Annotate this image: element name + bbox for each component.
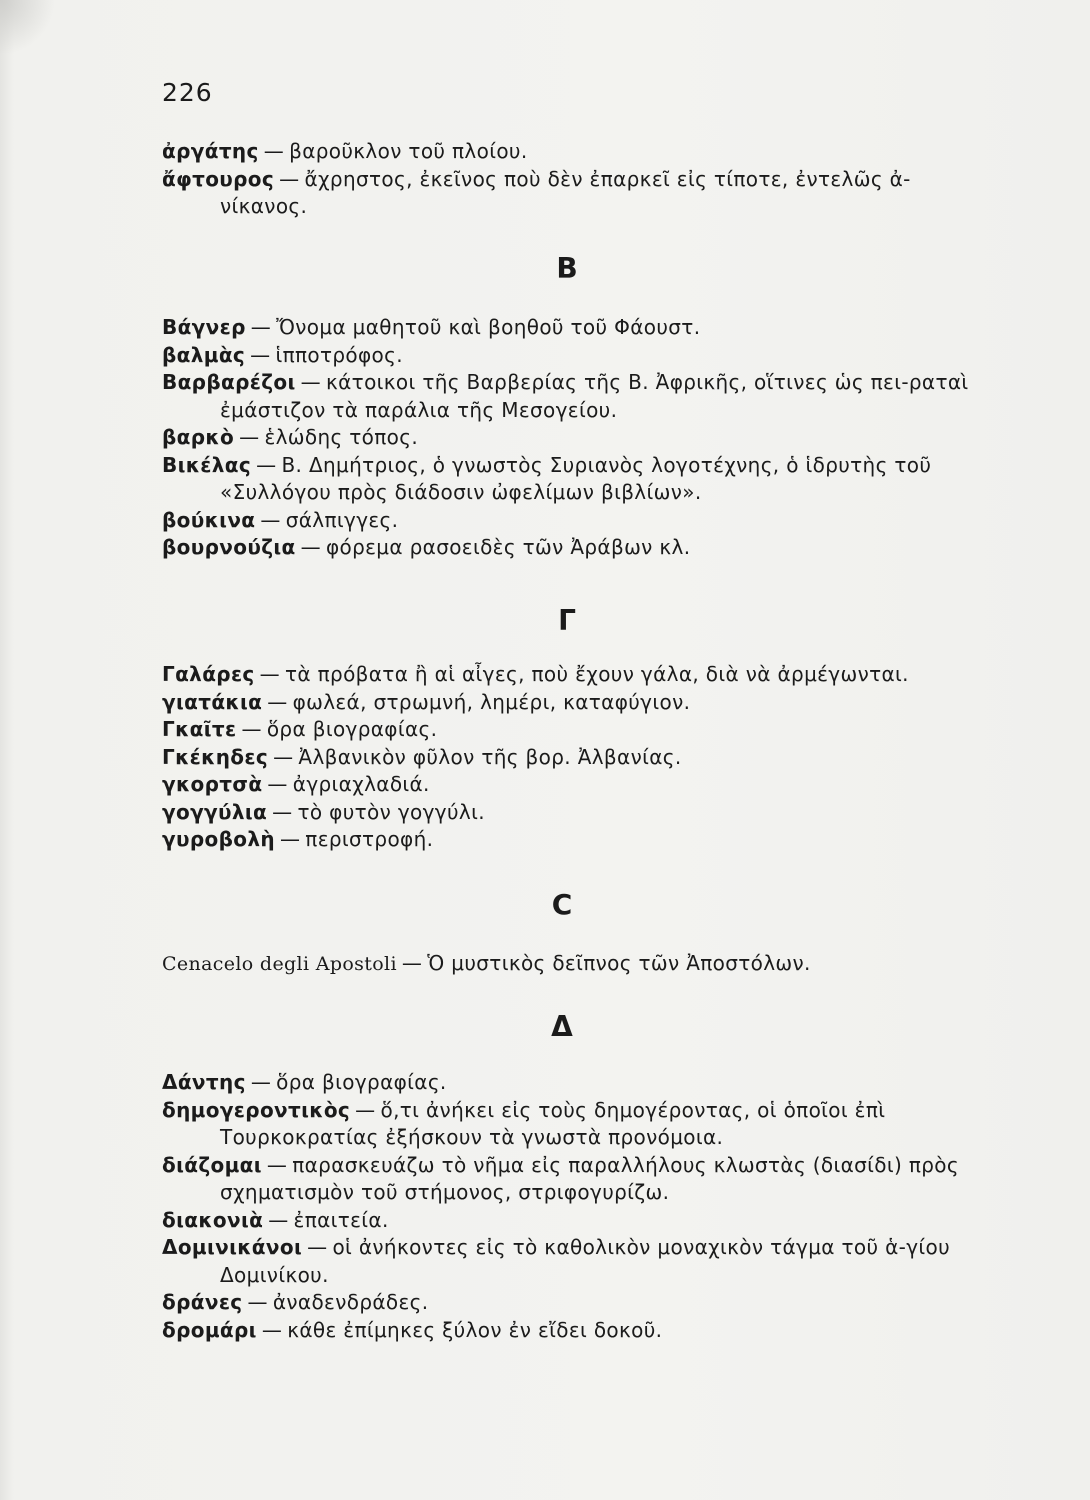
section-letter-delta: Δ [551, 1010, 573, 1043]
entry-definition: ὅρα βιογραφίας. [266, 717, 438, 741]
section-letter-c: C [551, 888, 573, 921]
entry-term: Γαλάρες [162, 662, 255, 686]
entry-term: γιατάκια [162, 689, 263, 714]
entry-term: δρομάρι [162, 1317, 257, 1342]
dictionary-entry [162, 689, 992, 717]
entry-term: βαρκὸ [162, 425, 235, 449]
entry-dash: — [300, 370, 322, 394]
entry-term: Δομινικάνοι [162, 1235, 303, 1259]
entry-term: Δάντης [162, 1070, 246, 1094]
dictionary-entry [162, 369, 992, 424]
entry-term: Βάγνερ [162, 315, 246, 339]
entry-dash: — [256, 452, 277, 477]
entry-dash: — [266, 1152, 288, 1177]
dictionary-entry [162, 342, 992, 370]
entry-dash: — [250, 342, 271, 367]
entry-definition: φωλεά, στρωμνή, λημέρι, καταφύγιον. [292, 689, 691, 714]
page-corner-shadow [0, 0, 60, 60]
section-gamma [162, 661, 992, 854]
dictionary-entry [162, 424, 992, 452]
dictionary-entry [162, 744, 992, 772]
entry-dash: — [355, 1097, 376, 1122]
entry-dash: — [260, 507, 281, 532]
dictionary-entry [162, 166, 992, 221]
dictionary-entry [162, 950, 992, 979]
dictionary-entry [162, 826, 992, 854]
entry-term: βουρνούζια [162, 535, 296, 559]
entry-definition: παρασκευάζω τὸ νῆμα εἰς παραλλήλους κλωστὰς (διασίδι) πρὸς σχηματισμὸν τοῦ στήμονος, στριφογυρίζω. [220, 1152, 959, 1204]
entry-dash: — [272, 799, 293, 824]
dictionary-entry [162, 314, 992, 342]
entry-definition: ἑλώδης τόπος. [264, 425, 419, 449]
entry-dash: — [259, 662, 280, 686]
section-letter-beta: Β [556, 252, 578, 285]
entry-definition: φόρεμα ρασοειδὲς τῶν Ἀράβων κλ. [325, 535, 691, 559]
section-letter-gamma: Γ [558, 604, 576, 637]
dictionary-entry [162, 1069, 992, 1097]
entry-definition: ὅρα βιογραφίας. [276, 1070, 447, 1094]
entry-definition: κάθε ἐπίμηκες ξύλον ἐν εἴδει δοκοῦ. [287, 1317, 663, 1342]
entry-term: ἄφτουρος [162, 166, 275, 191]
entry-term: δημογεροντικὸς [162, 1097, 351, 1122]
entry-dash: — [279, 166, 300, 191]
dictionary-entry [162, 507, 992, 535]
entry-dash: — [273, 744, 294, 769]
entry-dash: — [279, 827, 301, 851]
entry-definition: βαροῦκλον τοῦ πλοίου. [289, 139, 528, 163]
dictionary-entry [162, 799, 992, 827]
dictionary-entry [162, 1152, 992, 1207]
dictionary-entry [162, 1207, 992, 1235]
entry-definition: ἄχρηστος, ἐκεῖνος ποὺ δὲν ἐπαρκεῖ εἰς τίποτε, ἐντελῶς ἀ-νίκανος. [220, 166, 911, 218]
entry-term: Βικέλας [162, 452, 252, 477]
entry-term: βαλμὰς [162, 342, 246, 367]
entry-definition: Β. Δημήτριος, ὁ γνωστὸς Συριανὸς λογοτέχνης, ὁ ἱδρυτὴς τοῦ «Συλλόγου πρὸς διάδοσιν ὠφελίμων βιβλίων». [220, 452, 932, 504]
dictionary-entry [162, 1234, 992, 1289]
entry-term: γκορτσὰ [162, 772, 263, 796]
dictionary-entry [162, 534, 992, 562]
dictionary-entry [162, 1097, 992, 1152]
entry-dash: — [239, 425, 260, 449]
section-alpha-tail [162, 138, 992, 221]
entry-term: Γκαῖτε [162, 717, 237, 741]
dictionary-entry [162, 716, 992, 744]
entry-term: γογγύλια [162, 799, 268, 824]
entry-term: ἀργάτης [162, 139, 259, 163]
entry-term: διακονιὰ [162, 1207, 264, 1232]
section-beta [162, 314, 992, 562]
dictionary-entry [162, 771, 992, 799]
entry-dash: — [247, 1290, 268, 1314]
entry-definition: Ἀλβανικὸν φῦλον τῆς βορ. Ἀλβανίας. [298, 744, 682, 769]
entry-definition: ἐπαιτεία. [293, 1207, 389, 1232]
section-delta [162, 1069, 992, 1344]
entry-term: βούκινα [162, 507, 256, 532]
entry-dash: — [267, 689, 288, 714]
entry-term: δράνες [162, 1290, 243, 1314]
entry-dash: — [250, 1070, 272, 1094]
entry-definition: κάτοικοι τῆς Βαρβερίας τῆς Β. Ἀφρικῆς, οἵτινες ὡς πει-ραταὶ ἐμάστιζον τὰ παράλια τῆς Μεσογείου. [220, 370, 969, 422]
entry-dash: — [241, 717, 262, 741]
entry-dash: — [263, 139, 285, 163]
entry-dash: — [268, 1207, 289, 1232]
entry-definition: τὰ πρόβατα ἢ αἱ αἶγες, ποὺ ἔχουν γάλα, διὰ νὰ ἀρμέγωνται. [285, 662, 909, 686]
entry-definition: οἱ ἀνήκοντες εἰς τὸ καθολικὸν μοναχικὸν τάγμα τοῦ ἁ-γίου Δομινίκου. [220, 1235, 951, 1287]
dictionary-entry [162, 138, 992, 166]
dictionary-entry [162, 1317, 992, 1345]
entry-definition: τὸ φυτὸν γογγύλι. [297, 799, 485, 824]
page-number: 226 [162, 78, 213, 107]
entry-term: Γκέκηδες [162, 744, 269, 769]
dictionary-entry [162, 452, 992, 507]
entry-definition: ἀγριαχλαδιά. [292, 772, 430, 796]
section-c [162, 950, 992, 979]
entry-term: γυροβολὴ [162, 827, 275, 851]
dictionary-entry [162, 1289, 992, 1317]
dictionary-entry [162, 661, 992, 689]
entry-term: Βαρβαρέζοι [162, 370, 296, 394]
entry-definition: ἱπποτρόφος. [275, 342, 403, 367]
entry-dash: — [401, 951, 423, 975]
entry-dash: — [307, 1235, 328, 1259]
entry-dash: — [261, 1317, 283, 1342]
entry-definition: ὅ,τι ἀνήκει εἰς τοὺς δημογέροντας, οἱ ὁποῖοι ἐπὶ Τουρκοκρατίας ἐξήσκουν τὰ γνωστὰ προνόμοια. [220, 1097, 886, 1149]
entry-term: Cenacelo degli Apostoli [162, 953, 397, 975]
entry-dash: — [250, 315, 272, 339]
entry-definition: Ὄνομα μαθητοῦ καὶ βοηθοῦ τοῦ Φάουστ. [276, 315, 701, 339]
entry-definition: σάλπιγγες. [285, 507, 399, 532]
entry-dash: — [267, 772, 288, 796]
entry-definition: Ὁ μυστικὸς δεῖπνος τῶν Ἀποστόλων. [427, 951, 811, 975]
entry-definition: περιστροφή. [305, 827, 434, 851]
entry-definition: ἀναδενδράδες. [272, 1290, 429, 1314]
entry-term: διάζομαι [162, 1152, 262, 1177]
entry-dash: — [300, 535, 321, 559]
